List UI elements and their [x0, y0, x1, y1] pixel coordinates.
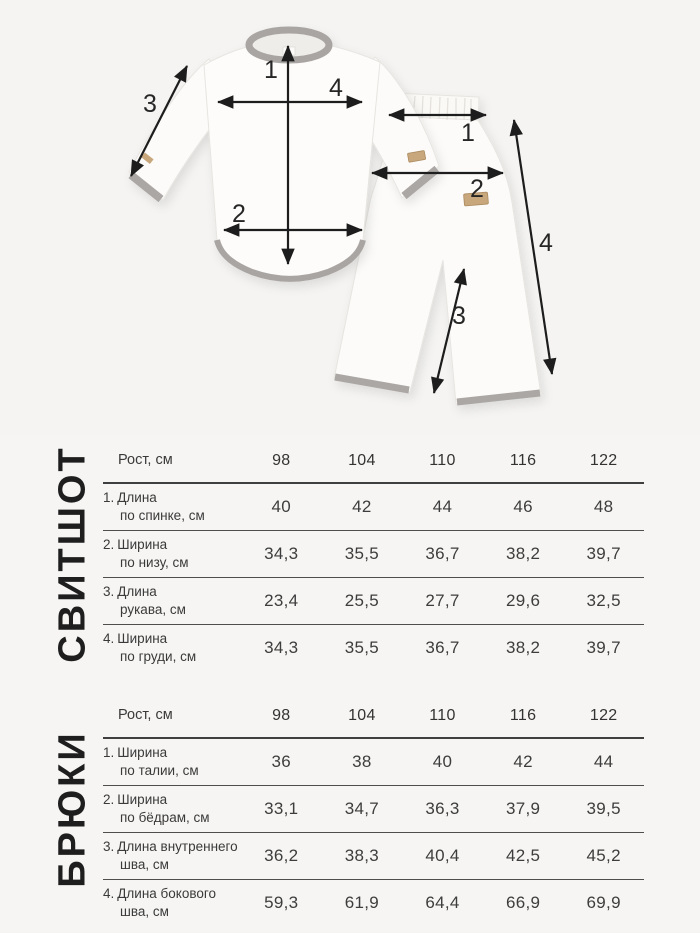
row-name: Длина бокового — [117, 886, 217, 902]
value-cell: 32,5 — [586, 591, 621, 610]
value-cell: 39,7 — [586, 638, 621, 657]
table-row — [103, 625, 644, 671]
pants-size-table — [103, 695, 644, 926]
value-cell: 42,5 — [505, 846, 541, 865]
value-cell: 61,9 — [344, 893, 380, 912]
value-cell: 35,5 — [344, 638, 380, 657]
value-cell: 59,3 — [264, 893, 299, 912]
value-cell: 38,2 — [505, 544, 541, 563]
row-number: 4. — [103, 886, 115, 902]
value-cell: 40,4 — [425, 846, 460, 865]
size-header-cell: 122 — [589, 452, 618, 469]
row-name-line2: по спинке, см — [120, 508, 205, 523]
value-cell: 66,9 — [505, 893, 541, 912]
value-cell: 36,3 — [425, 799, 460, 818]
size-header-cell: 104 — [348, 707, 376, 724]
pants-size-section — [0, 695, 700, 923]
row-label — [103, 536, 241, 572]
size-header-cell: 110 — [429, 707, 456, 724]
measurement-diagram — [0, 0, 700, 435]
value-cell: 36,2 — [264, 846, 299, 865]
row-name-line2: по низу, см — [120, 555, 189, 570]
row-name: Ширина — [117, 792, 168, 808]
row-number: 4. — [103, 631, 115, 647]
value-cell: 36,7 — [425, 544, 460, 563]
row-label — [103, 744, 241, 780]
value-cell: 40 — [432, 752, 453, 771]
row-number: 2. — [103, 792, 115, 808]
sweatshirt-size-section — [0, 440, 700, 668]
size-header-cell: 116 — [509, 707, 537, 724]
value-cell: 38,2 — [505, 638, 541, 657]
row-number: 2. — [103, 537, 115, 553]
row-label — [103, 489, 241, 525]
row-name-line2: по талии, см — [120, 763, 199, 778]
row-number: 1. — [103, 490, 115, 506]
row-label — [103, 885, 241, 921]
row-name: Длина — [117, 584, 157, 600]
row-name-line2: по бёдрам, см — [120, 810, 210, 825]
row-name-line2: по груди, см — [120, 649, 197, 664]
value-cell: 36 — [271, 752, 292, 771]
row-number: 3. — [103, 839, 115, 855]
sweatshirt-body — [204, 40, 380, 279]
row-label — [103, 791, 241, 827]
value-cell: 39,7 — [586, 544, 621, 563]
value-cell: 37,9 — [505, 799, 541, 818]
table-header-row — [103, 695, 644, 739]
value-cell: 27,7 — [425, 591, 460, 610]
size-header-cell: 98 — [272, 707, 291, 724]
value-cell: 34,3 — [264, 638, 299, 657]
value-cell: 42 — [352, 497, 372, 516]
height-header-label: Рост, см — [118, 707, 173, 724]
value-cell: 64,4 — [425, 893, 460, 912]
value-cell: 48 — [593, 497, 614, 516]
sweatshirt-measure-2-label: 2 — [232, 200, 246, 228]
row-name: Ширина — [117, 745, 168, 761]
table-row — [103, 578, 644, 625]
row-name-line2: шва, см — [120, 904, 169, 919]
height-header-label: Рост, см — [118, 452, 173, 469]
value-cell: 34,7 — [344, 799, 380, 818]
size-header-cell: 122 — [589, 707, 618, 724]
sweatshirt-measure-4-label: 4 — [329, 74, 343, 102]
sweatshirt-measure-1-label: 1 — [264, 56, 278, 84]
row-name: Длина — [117, 490, 157, 506]
value-cell: 44 — [593, 752, 614, 771]
table-row — [103, 833, 644, 880]
value-cell: 23,4 — [264, 591, 299, 610]
value-cell: 38 — [352, 752, 372, 771]
value-cell: 35,5 — [344, 544, 380, 563]
value-cell: 45,2 — [586, 846, 621, 865]
row-label — [103, 838, 241, 874]
value-cell: 38,3 — [344, 846, 380, 865]
pants-measure-4-label: 4 — [539, 229, 553, 257]
sweatshirt-measure-3-label: 3 — [143, 90, 157, 118]
size-header-cell: 104 — [348, 452, 376, 469]
value-cell: 39,5 — [586, 799, 621, 818]
value-cell: 33,1 — [264, 799, 299, 818]
pants-measure-2-label: 2 — [470, 175, 484, 203]
table-row — [103, 531, 644, 578]
pants-measure-3-label: 3 — [452, 302, 466, 330]
sweatshirt-size-table — [103, 440, 644, 671]
value-cell: 29,6 — [505, 591, 541, 610]
value-cell: 46 — [513, 497, 533, 516]
value-cell: 44 — [432, 497, 453, 516]
pants-section-title: БРЮКИ — [51, 730, 94, 888]
row-number: 3. — [103, 584, 115, 600]
size-header-cell: 98 — [272, 452, 291, 469]
size-header-cell: 110 — [429, 452, 456, 469]
table-row — [103, 786, 644, 833]
row-name: Ширина — [117, 631, 168, 647]
value-cell: 34,3 — [264, 544, 299, 563]
value-cell: 40 — [271, 497, 292, 516]
row-number: 1. — [103, 745, 115, 761]
row-label — [103, 583, 241, 619]
row-name-line2: рукава, см — [120, 602, 186, 617]
table-row — [103, 739, 644, 786]
table-row — [103, 880, 644, 926]
value-cell: 42 — [513, 752, 533, 771]
size-header-cell: 116 — [509, 452, 537, 469]
pants-measure-1-label: 1 — [461, 119, 475, 147]
value-cell: 25,5 — [344, 591, 380, 610]
value-cell: 69,9 — [586, 893, 621, 912]
sweatshirt-section-title: СВИТШОТ — [51, 445, 94, 663]
row-label — [103, 630, 241, 666]
table-row — [103, 484, 644, 531]
row-name: Ширина — [117, 537, 168, 553]
table-header-row — [103, 440, 644, 484]
value-cell: 36,7 — [425, 638, 460, 657]
row-name-line2: шва, см — [120, 857, 169, 872]
row-name: Длина внутреннего — [117, 839, 238, 855]
